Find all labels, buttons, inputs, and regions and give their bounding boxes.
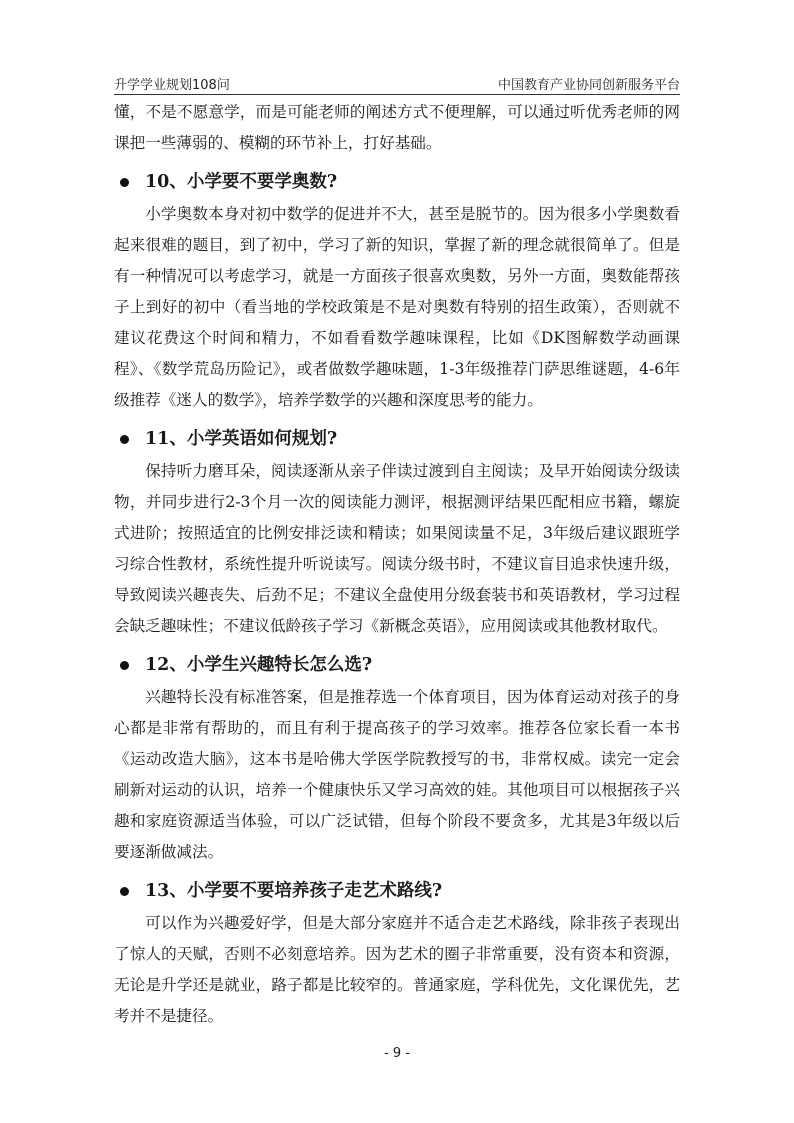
section-12-heading [114, 652, 680, 678]
bullet-icon [120, 178, 129, 187]
section-13-title: 13、小学要不要培养孩子走艺术路线? [145, 881, 443, 901]
section-10-title: 10、小学要不要学奥数? [145, 172, 338, 192]
page-content [114, 97, 680, 1032]
header-book-title: 升学学业规划108问 [114, 78, 230, 93]
header-organization: 中国教育产业协同创新服务平台 [497, 78, 680, 93]
section-11-body: 保持听力磨耳朵，阅读逐渐从亲子伴读过渡到自主阅读；及早开始阅读分级读物，并同步进行2-3个月一次的阅读能力测评，根据测评结果匹配相应书籍，螺旋式进阶；按照适宜的比例安排泛读和精读；如果阅读量不足，3年级后建议跟班学习综合性教材，系统性提升听说读写。阅读分级书时，不建议盲目追求快速升级，导致阅读兴趣丧失、后劲不足；不建议全盘使用分级套装书和英语教材，学习过程会缺乏趣味性；不建议低龄孩子学习《新概念英语》，应用阅读或其他教材取代。 [114, 462, 680, 635]
bullet-icon [120, 887, 129, 896]
section-10-body: 小学奥数本身对初中数学的促进并不大，甚至是脱节的。因为很多小学奥数看起来很难的题目，到了初中，学习了新的知识，掌握了新的理念就很简单了。但是有一种情况可以考虑学习，就是一方面孩子很喜欢奥数，另外一方面，奥数能帮孩子上到好的初中（看当地的学校政策是不是对奥数有特别的招生政策），否则就不建议花费这个时间和精力，不如看看数学趣味课程，比如《DK图解数学动画课程》、《数学荒岛历险记》，或者做数学趣味题，1-3年级推荐门萨思维谜题，4-6年级推荐《迷人的数学》，培养学数学的兴趣和深度思考的能力。 [114, 205, 680, 409]
section-13-body: 可以作为兴趣爱好学，但是大部分家庭并不适合走艺术路线，除非孩子表现出了惊人的天赋，否则不必刻意培养。因为艺术的圈子非常重要，没有资本和资源，无论是升学还是就业，路子都是比较窄的。普通家庭，学科优先，文化课优先，艺考并不是捷径。 [114, 914, 680, 1025]
page-header [114, 72, 680, 95]
section-13-heading [114, 878, 680, 904]
section-12-title: 12、小学生兴趣特长怎么选? [145, 655, 373, 675]
section-10-heading [114, 169, 680, 195]
section-11-title: 11、小学英语如何规划? [145, 429, 338, 449]
section-12-body: 兴趣特长没有标准答案，但是推荐选一个体育项目，因为体育运动对孩子的身心都是非常有帮助的，而且有利于提高孩子的学习效率。推荐各位家长看一本书《运动改造大脑》，这本书是哈佛大学医学院教授写的书，非常权威。读完一定会刷新对运动的认识，培养一个健康快乐又学习高效的娃。其他项目可以根据孩子兴趣和家庭资源适当体验，可以广泛试错，但每个阶段不要贪多，尤其是3年级以后要逐渐做减法。 [114, 688, 680, 861]
bullet-icon [120, 661, 129, 670]
bullet-icon [120, 435, 129, 444]
page-number: - 9 - [384, 1046, 410, 1061]
intro-paragraph: 懂，不是不愿意学，而是可能老师的阐述方式不便理解，可以通过听优秀老师的网课把一些薄弱的、模糊的环节补上，打好基础。 [114, 103, 680, 152]
section-11-heading [114, 426, 680, 452]
